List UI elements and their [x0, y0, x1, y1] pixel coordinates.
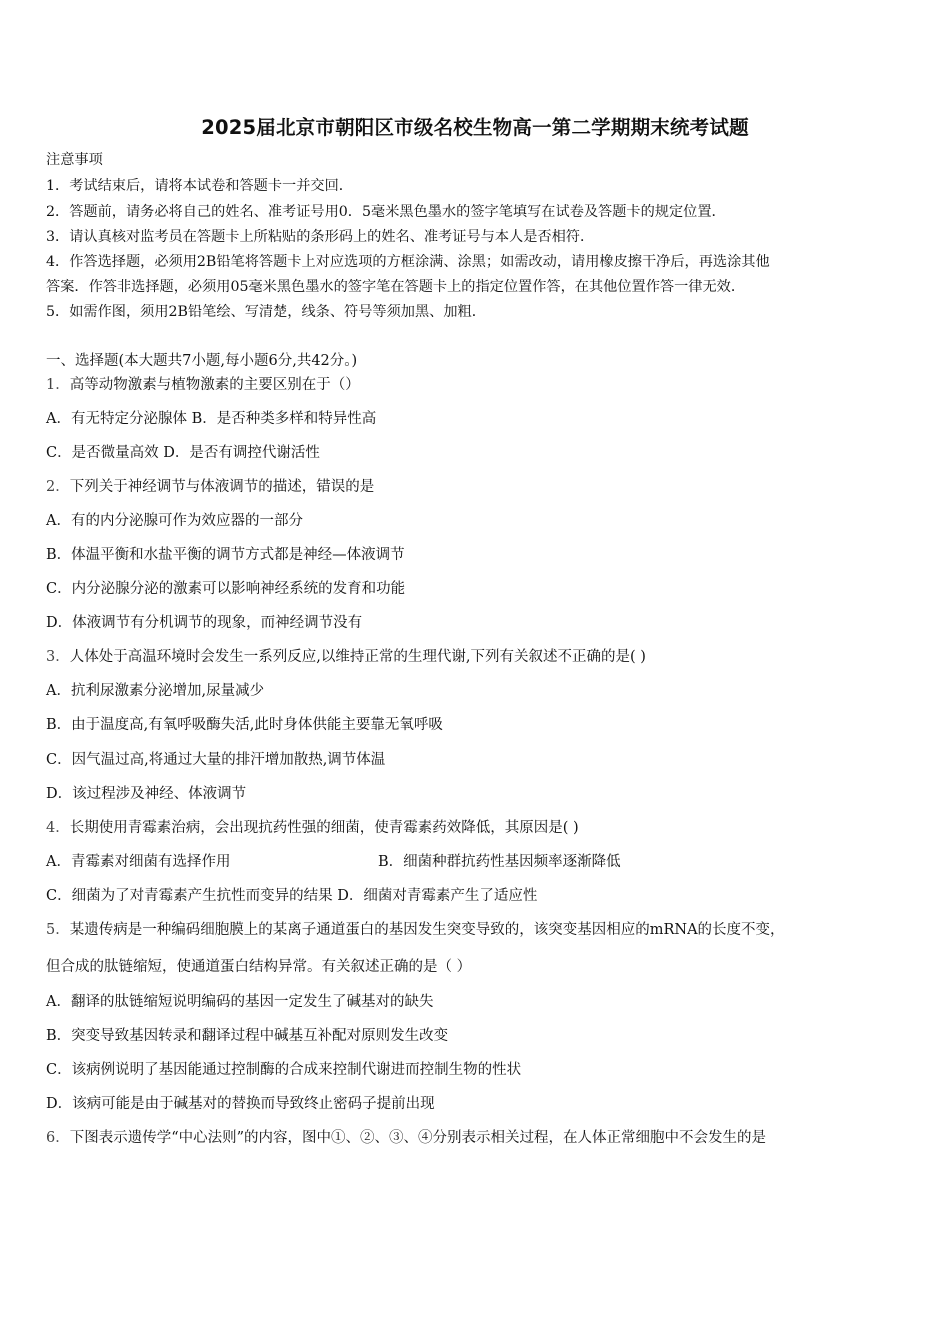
notice-heading: 注意事项	[46, 152, 103, 168]
notice-item: 1．考试结束后，请将本试卷和答题卡一并交回．	[46, 178, 353, 194]
question-1-options-ab: A．有无特定分泌腺体 B．是否种类多样和特异性高	[46, 411, 377, 427]
question-5-option-b: B．突变导致基因转录和翻译过程中碱基互补配对原则发生改变	[46, 1028, 449, 1044]
question-text: 下图表示遗传学“中心法则”的内容，图中①、②、③、④分别表示相关过程，在人体正常细胞中不会发生的是	[69, 1130, 767, 1146]
question-5-option-a: A．翻译的肽链缩短说明编码的基因一定发生了碱基对的缺失	[46, 994, 434, 1010]
question-2-option-c: C．内分泌腺分泌的激素可以影响神经系统的发育和功能	[46, 581, 406, 597]
question-3-stem	[46, 648, 646, 666]
question-text: 下列关于神经调节与体液调节的描述，错误的是	[69, 479, 375, 495]
question-3-option-d: D．该过程涉及神经、体液调节	[46, 786, 247, 802]
question-4-options-cd: C．细菌为了对青霉素产生抗性而变异的结果 D．细菌对青霉素产生了适应性	[46, 888, 538, 904]
question-3-option-c: C．因气温过高,将通过大量的排汗增加散热,调节体温	[46, 752, 386, 768]
notice-item: 5．如需作图，须用2B铅笔绘、写清楚，线条、符号等须加黑、加粗．	[46, 304, 486, 320]
question-text: 人体处于高温环境时会发生一系列反应,以维持正常的生理代谢,下列有关叙述不正确的是( )	[69, 649, 646, 665]
question-6-stem	[46, 1129, 766, 1147]
question-4-stem	[46, 819, 579, 837]
notice-item: 2．答题前，请务必将自己的姓名、准考证号用0．5毫米黑色墨水的签字笔填写在试卷及答题卡的规定位置．	[46, 204, 726, 220]
question-2-option-b: B．体温平衡和水盐平衡的调节方式都是神经—体液调节	[46, 547, 405, 563]
section-heading: 一、选择题(本大题共7小题,每小题6分,共42分。)	[46, 353, 358, 369]
question-text: 某遗传病是一种编码细胞膜上的某离子通道蛋白的基因发生突变导致的，该突变基因相应的mRNA的长度不变，	[69, 922, 785, 938]
question-5-stem-line1	[46, 921, 785, 939]
question-number: 2．	[46, 479, 70, 495]
notice-item: 3．请认真核对监考员在答题卡上所粘贴的条形码上的姓名、准考证号与本人是否相符．	[46, 229, 595, 245]
question-1-options-cd: C．是否微量高效 D．是否有调控代谢活性	[46, 445, 320, 461]
question-number: 6．	[46, 1130, 70, 1146]
question-text: 长期使用青霉素治病，会出现抗药性强的细菌，使青霉素药效降低，其原因是( )	[69, 820, 579, 836]
notice-item: 答案．作答非选择题，必须用05毫米黑色墨水的签字笔在答题卡上的指定位置作答，在其他位置作答一律无效．	[46, 279, 746, 295]
question-number: 1．	[46, 377, 70, 393]
question-4-options-ab	[46, 853, 906, 871]
question-2-stem	[46, 478, 374, 496]
question-2-option-d: D．体液调节有分机调节的现象，而神经调节没有	[46, 615, 363, 631]
question-number: 3．	[46, 649, 70, 665]
question-5-option-c: C．该病例说明了基因能通过控制酶的合成来控制代谢进而控制生物的性状	[46, 1062, 522, 1078]
question-number: 5．	[46, 922, 70, 938]
question-5-option-d: D．该病可能是由于碱基对的替换而导致终止密码子提前出现	[46, 1096, 435, 1112]
question-2-option-a: A．有的内分泌腺可作为效应器的一部分	[46, 513, 303, 529]
question-4-option-b: B．细菌种群抗药性基因频率逐渐降低	[378, 854, 621, 870]
question-number: 4．	[46, 820, 70, 836]
question-1-stem	[46, 376, 360, 394]
question-3-option-b: B．由于温度高,有氧呼吸酶失活,此时身体供能主要靠无氧呼吸	[46, 717, 443, 733]
question-5-stem-line2: 但合成的肽链缩短，使通道蛋白结构异常。有关叙述正确的是（ ）	[46, 959, 472, 975]
question-text: 高等动物激素与植物激素的主要区别在于（）	[69, 377, 360, 393]
page-title: 2025届北京市朝阳区市级名校生物高一第二学期期末统考试题	[201, 116, 749, 139]
question-4-option-a: A．青霉素对细菌有选择作用	[46, 854, 231, 870]
question-3-option-a: A．抗利尿激素分泌增加,尿量减少	[46, 683, 265, 699]
notice-item: 4．作答选择题，必须用2B铅笔将答题卡上对应选项的方框涂满、涂黑；如需改动，请用橡皮擦干净后，再选涂其他	[46, 254, 770, 270]
